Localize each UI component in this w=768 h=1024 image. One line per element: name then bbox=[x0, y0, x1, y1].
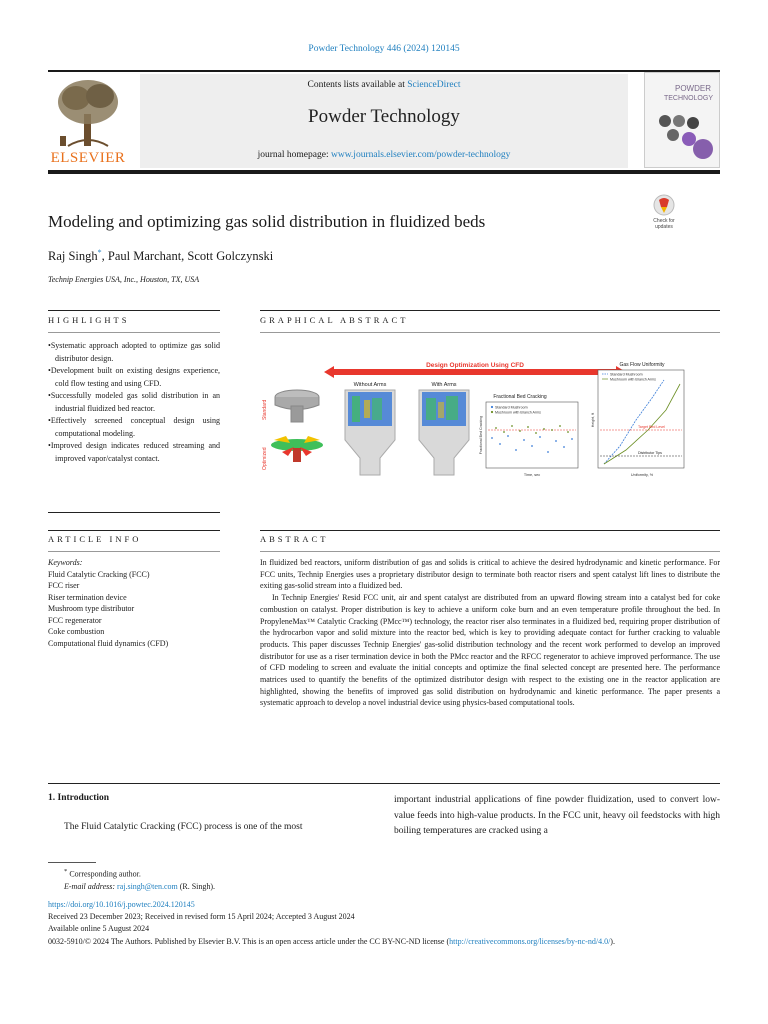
license-note bbox=[48, 936, 720, 948]
received-dates: Received 23 December 2023; Received in revised form 15 April 2024; Accepted 3 August 2024 bbox=[48, 912, 355, 922]
with-arms-label: With Arms bbox=[431, 382, 457, 388]
article-info-block bbox=[48, 557, 220, 649]
journal-citation[interactable]: Powder Technology 446 (2024) 120145 bbox=[308, 44, 460, 54]
abstract-rule bbox=[260, 530, 720, 531]
optimized-distributor-illustration bbox=[271, 436, 323, 462]
legend-marker-branch bbox=[491, 411, 493, 413]
keyword: Mushroom type distributor bbox=[48, 604, 135, 613]
journal-title: Powder Technology bbox=[308, 106, 460, 127]
optimized-label: Optimized bbox=[262, 447, 268, 470]
author-name[interactable]: , Scott Golczynski bbox=[181, 249, 274, 264]
abstract-paragraph: In Technip Energies' Resid FCC unit, air and spent catalyst are distributed from an upward flowing stream into a catalyst bed for coke combustion on catalyst. Proper distribution is key to achieve a uniform coke burn and an even temperature profile throughout the bed. In PropyleneMax™ Catalytic Cracking (PMcc™) technology, the reactor riser also terminates in a fluidized bed, requiring proper distribution of the hydrocarbon vapor and solid mixture into the reactor bed, which is key to providing adequate contact for further cracking to valuable products. This paper discusses Technip Energies' gas-solid distribution technology and the recent work performed to develop an improved distributor for use as a riser termination device in both the PMcc reactor and the RFCC regenerator to achieve improved performance. The use of CFD modeling to screen and evaluate the initial concepts and optimize the final selected concept are presented here. The performance matrices used to quantify the benefits of the optimized distributor design with respect to the existing one in the reactor application are highlighted, showing the benefits of improved gas solid distribution on hydrodynamic and kinetic performance. The paper presents a systematic approach to develop a novel industrial device using physics-based computational tools. bbox=[260, 593, 720, 708]
highlights-rule bbox=[48, 310, 220, 311]
crossmark-line-2: updates bbox=[655, 224, 673, 230]
article-title: Modeling and optimizing gas solid distribution in fluidized beds bbox=[48, 212, 486, 231]
corresponding-author-mark[interactable]: * bbox=[97, 248, 102, 257]
abstract-body bbox=[260, 557, 720, 709]
keyword: Fluid Catalytic Cracking (FCC) bbox=[48, 569, 150, 579]
masthead-top-rule bbox=[48, 70, 720, 72]
graphical-abstract-heading: GRAPHICAL ABSTRACT bbox=[260, 315, 409, 325]
standard-label: Standard bbox=[262, 399, 268, 420]
highlight-item: • Effectively screened conceptual design using computational modeling. bbox=[48, 415, 220, 440]
keywords-label: Keywords: bbox=[48, 558, 83, 567]
keyword: Coke combustion bbox=[48, 627, 105, 636]
article-info-heading: ARTICLE INFO bbox=[48, 534, 142, 544]
author-name[interactable]: Raj Singh bbox=[48, 249, 98, 264]
footnote-mark: * bbox=[64, 868, 68, 875]
cover-art bbox=[645, 73, 721, 169]
sciencedirect-link[interactable]: ScienceDirect bbox=[407, 80, 461, 90]
introduction-left-column: The Fluid Catalytic Cracking (FCC) process is one of the most bbox=[64, 822, 303, 832]
cfd-vessel-with-arms bbox=[419, 390, 469, 475]
graphical-abstract-subrule bbox=[260, 332, 720, 333]
available-online: Available online 5 August 2024 bbox=[48, 924, 150, 934]
banner-label: Design Optimization Using CFD bbox=[426, 362, 524, 369]
distributor-tips-label: Distributor Tips bbox=[638, 451, 662, 455]
article-info-rule bbox=[48, 530, 220, 531]
highlight-item: • Development built on existing designs experience, cold flow testing and using CFD. bbox=[48, 365, 220, 390]
highlight-item: • Improved design indicates reduced streaming and improved vapor/catalyst contact. bbox=[48, 440, 220, 465]
legend-marker-standard bbox=[491, 406, 493, 408]
introduction-right-column: important industrial applications of fine powder fluidization, used to convert low-value feeds into high-value products. In the FCC unit, heavy oil feedstocks with high boiling temperatures are cracked using a bbox=[394, 795, 720, 836]
chart-2-legend-standard: Standard Mushroom bbox=[610, 372, 643, 377]
email-note bbox=[48, 881, 720, 893]
chart-1-legend-standard: Standard Mushroom bbox=[495, 405, 528, 410]
introduction-heading: 1. Introduction bbox=[48, 793, 110, 803]
contents-line bbox=[140, 80, 628, 90]
chart-2-legend-branch: Mushroom with Branch Arms bbox=[610, 377, 656, 382]
homepage-line bbox=[140, 150, 628, 160]
homepage-prefix: journal homepage: bbox=[257, 150, 331, 160]
contents-prefix: Contents lists available at bbox=[307, 80, 408, 90]
license-suffix: ). bbox=[610, 936, 615, 946]
target-bed-level-label: Target Bed Level bbox=[638, 425, 665, 429]
without-arms-label: Without Arms bbox=[353, 382, 387, 388]
email-suffix: (R. Singh). bbox=[177, 881, 216, 891]
corresponding-author-text: Corresponding author. bbox=[69, 869, 141, 879]
article-info-subrule bbox=[48, 551, 220, 552]
author-list bbox=[48, 248, 273, 264]
fractional-bed-cracking-chart bbox=[479, 394, 578, 477]
highlights-end-rule bbox=[48, 512, 220, 513]
keyword: Riser termination device bbox=[48, 592, 127, 602]
email-label: E-mail address: bbox=[64, 881, 116, 891]
chart-1-legend-branch: Mushroom with Branch Arms bbox=[495, 410, 541, 415]
chart-1-ylabel: Fractional Bed Cracking bbox=[479, 415, 483, 455]
crossmark-line-1: Check for bbox=[653, 218, 675, 224]
cover-title-1: POWDER bbox=[675, 84, 711, 93]
abstract-heading: ABSTRACT bbox=[260, 534, 329, 544]
author-name[interactable]: , Paul Marchant bbox=[101, 249, 182, 264]
chart-2-title: Gas Flow Uniformity bbox=[619, 362, 665, 368]
corresponding-author-note bbox=[48, 866, 720, 881]
highlights-heading: HIGHLIGHTS bbox=[48, 315, 130, 325]
abstract-subrule bbox=[260, 551, 720, 552]
keyword: FCC regenerator bbox=[48, 615, 102, 625]
chart-2-xlabel: Uniformity, % bbox=[630, 473, 654, 477]
standard-distributor-illustration bbox=[275, 390, 319, 422]
cover-title-2: TECHNOLOGY bbox=[663, 95, 713, 102]
graphical-abstract-figure[interactable] bbox=[260, 340, 720, 480]
footnotes-block bbox=[48, 866, 720, 948]
footnote-rule bbox=[48, 862, 96, 863]
keyword: FCC riser bbox=[48, 581, 80, 590]
abstract-paragraph: In fluidized bed reactors, uniform distribution of gas and solids is critical to achieve the desired hydrodynamic and kinetic performance. For FCC units, Technip Energies uses a proprietary distributor design to terminate both reactor risers and spent catalyst lift lines to distribute the exiting gas-solid stream into a fluidized bed. bbox=[260, 558, 720, 591]
license-link[interactable]: http://creativecommons.org/licenses/by-nc-nd/4.0/ bbox=[449, 936, 611, 946]
masthead-bottom-rule bbox=[48, 170, 720, 174]
license-prefix: 0032-5910/© 2024 The Authors. Published by Elsevier B.V. This is an open access article under the CC BY-NC-ND license ( bbox=[48, 936, 450, 946]
email-link[interactable]: raj.singh@ten.com bbox=[117, 881, 178, 891]
chart-2-ylabel: Height, ft bbox=[591, 412, 595, 428]
chart-1-title: Fractional Bed Cracking bbox=[493, 394, 547, 400]
elsevier-wordmark[interactable]: ELSEVIER bbox=[50, 150, 126, 166]
doi-link[interactable]: https://doi.org/10.1016/j.powtec.2024.120145 bbox=[48, 900, 195, 910]
gas-flow-uniformity-chart bbox=[591, 362, 684, 477]
keyword: Computational fluid dynamics (CFD) bbox=[48, 638, 169, 648]
highlight-item: • Systematic approach adopted to optimize gas solid distributor design. bbox=[48, 340, 220, 365]
front-matter-end-rule bbox=[48, 783, 720, 784]
journal-cover-image[interactable] bbox=[644, 72, 720, 168]
highlight-item: • Successfully modeled gas solid distribution in an industrial fluidized bed reactor. bbox=[48, 390, 220, 415]
crossmark-icon[interactable] bbox=[648, 194, 680, 230]
graphical-abstract-rule bbox=[260, 310, 720, 311]
highlights-list bbox=[48, 340, 220, 465]
cfd-vessel-without-arms bbox=[345, 390, 395, 475]
affiliation: Technip Energies USA, Inc., Houston, TX, USA bbox=[48, 275, 200, 284]
highlights-subrule bbox=[48, 332, 220, 333]
homepage-link[interactable]: www.journals.elsevier.com/powder-technology bbox=[330, 150, 511, 160]
chart-1-xlabel: Time, sec bbox=[523, 473, 541, 477]
